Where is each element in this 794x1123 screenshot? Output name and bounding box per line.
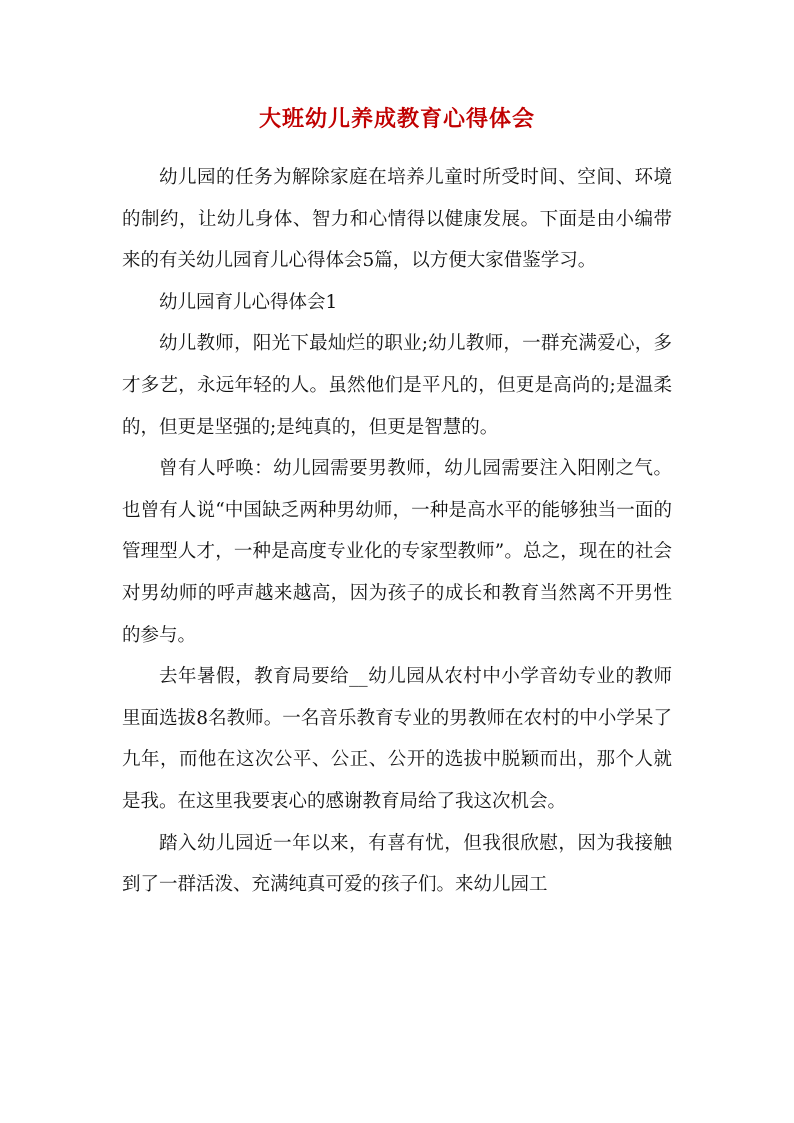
document-title: 大班幼儿养成教育心得体会 xyxy=(258,106,535,132)
document-body xyxy=(122,157,672,906)
body-paragraph: 幼儿教师，阳光下最灿烂的职业;幼儿教师，一群充满爱心，多才多艺，永远年轻的人。虽然他们是平凡的，但更是高尚的;是温柔的，但更是坚强的;是纯真的，但更是智慧的。 xyxy=(122,333,672,438)
section-heading: 幼儿园育儿心得体会1 xyxy=(159,291,338,313)
body-paragraph: 踏入幼儿园近一年以来，有喜有忧，但我很欣慰，因为我接触到了一群活泼、充满纯真可爱的孩子们。来幼儿园工 xyxy=(122,832,672,896)
body-paragraph: 去年暑假，教育局要给__幼儿园从农村中小学音幼专业的教师里面选拔8名教师。一名音乐教育专业的男教师在农村的中小学呆了九年，而他在这次公平、公正、公开的选拔中脱颖而出，那个人就是我。在这里我要衷心的感谢教育局给了我这次机会。 xyxy=(122,666,672,812)
intro-paragraph: 幼儿园的任务为解除家庭在培养儿童时所受时间、空间、环境的制约，让幼儿身体、智力和心情得以健康发展。下面是由小编带来的有关幼儿园育儿心得体会5篇，以方便大家借鉴学习。 xyxy=(122,167,672,272)
body-paragraph: 曾有人呼唤：幼儿园需要男教师，幼儿园需要注入阳刚之气。也曾有人说“中国缺乏两种男幼师，一种是高水平的能够独当一面的管理型人才，一种是高度专业化的专家型教师”。总之，现在的社会对男幼师的呼声越来越高，因为孩子的成长和教育当然离不开男性的参与。 xyxy=(122,458,672,646)
